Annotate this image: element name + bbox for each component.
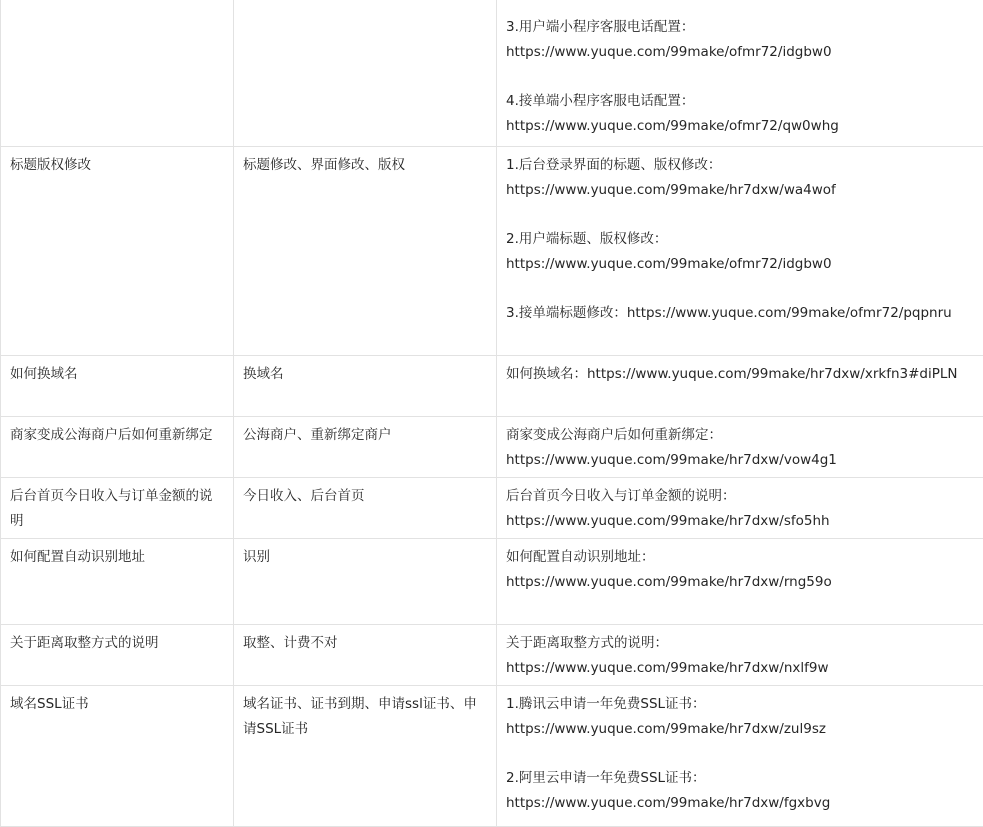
doc-entry bbox=[506, 227, 975, 277]
docs-cell bbox=[497, 625, 983, 686]
table-row bbox=[1, 478, 983, 539]
topic-cell bbox=[1, 0, 234, 147]
topic-text: 标题版权修改 bbox=[10, 153, 224, 178]
topic-text: 如何配置自动识别地址 bbox=[10, 545, 224, 570]
docs-cell bbox=[497, 478, 983, 539]
table-row bbox=[1, 417, 983, 478]
doc-entry bbox=[506, 362, 975, 387]
topic-text: 域名SSL证书 bbox=[10, 692, 224, 717]
doc-title: 关于距离取整方式的说明： bbox=[506, 631, 975, 656]
doc-link[interactable]: https://www.yuque.com/99make/hr7dxw/sfo5hh bbox=[506, 509, 975, 534]
doc-link[interactable]: https://www.yuque.com/99make/ofmr72/idgbw0 bbox=[506, 252, 975, 277]
doc-entry bbox=[506, 631, 975, 681]
doc-entry bbox=[506, 15, 975, 65]
keywords-text: 识别 bbox=[243, 545, 487, 570]
docs-cell bbox=[497, 539, 983, 625]
doc-title: 2.用户端标题、版权修改： bbox=[506, 227, 975, 252]
docs-cell bbox=[497, 147, 983, 356]
docs-cell bbox=[497, 0, 983, 147]
doc-title: 1.腾讯云申请一年免费SSL证书： bbox=[506, 692, 975, 717]
doc-title: 商家变成公海商户后如何重新绑定： bbox=[506, 423, 975, 448]
topic-cell bbox=[1, 417, 234, 478]
doc-entry bbox=[506, 766, 975, 816]
keywords-cell bbox=[234, 478, 497, 539]
docs-cell bbox=[497, 417, 983, 478]
topic-text: 后台首页今日收入与订单金额的说明 bbox=[10, 484, 224, 534]
doc-entry bbox=[506, 153, 975, 203]
table-row bbox=[1, 356, 983, 417]
doc-link[interactable]: 3.接单端标题修改：https://www.yuque.com/99make/ofmr72/pqpnru bbox=[506, 301, 975, 326]
doc-link[interactable]: https://www.yuque.com/99make/ofmr72/idgbw0 bbox=[506, 40, 975, 65]
doc-link[interactable]: https://www.yuque.com/99make/hr7dxw/rng59o bbox=[506, 570, 975, 595]
table-row bbox=[1, 147, 983, 356]
table-row bbox=[1, 625, 983, 686]
table-row bbox=[1, 539, 983, 625]
doc-title: 如何配置自动识别地址： bbox=[506, 545, 975, 570]
doc-entry bbox=[506, 484, 975, 534]
keywords-text: 公海商户、重新绑定商户 bbox=[243, 423, 487, 448]
doc-link[interactable]: https://www.yuque.com/99make/hr7dxw/nxlf9w bbox=[506, 656, 975, 681]
topic-text: 关于距离取整方式的说明 bbox=[10, 631, 224, 656]
keywords-cell bbox=[234, 0, 497, 147]
doc-entry bbox=[506, 89, 975, 139]
topic-cell bbox=[1, 625, 234, 686]
doc-title: 2.阿里云申请一年免费SSL证书： bbox=[506, 766, 975, 791]
docs-cell bbox=[497, 686, 983, 827]
keywords-text: 换域名 bbox=[243, 362, 487, 387]
topic-text: 如何换域名 bbox=[10, 362, 224, 387]
topic-cell bbox=[1, 686, 234, 827]
table-row bbox=[1, 686, 983, 827]
doc-title: 3.用户端小程序客服电话配置： bbox=[506, 15, 975, 40]
topic-cell bbox=[1, 539, 234, 625]
keywords-cell bbox=[234, 625, 497, 686]
doc-link[interactable]: https://www.yuque.com/99make/hr7dxw/wa4wof bbox=[506, 178, 975, 203]
doc-title: 4.接单端小程序客服电话配置： bbox=[506, 89, 975, 114]
topic-cell bbox=[1, 147, 234, 356]
keywords-cell bbox=[234, 539, 497, 625]
keywords-cell bbox=[234, 356, 497, 417]
doc-entry bbox=[506, 692, 975, 742]
topic-text: 商家变成公海商户后如何重新绑定 bbox=[10, 423, 224, 448]
keywords-text: 取整、计费不对 bbox=[243, 631, 487, 656]
doc-link[interactable]: https://www.yuque.com/99make/hr7dxw/zul9sz bbox=[506, 717, 975, 742]
doc-title: 后台首页今日收入与订单金额的说明： bbox=[506, 484, 975, 509]
keywords-text: 域名证书、证书到期、申请ssl证书、申请SSL证书 bbox=[243, 692, 487, 742]
keywords-text: 标题修改、界面修改、版权 bbox=[243, 153, 487, 178]
keywords-cell bbox=[234, 686, 497, 827]
table-row bbox=[1, 0, 983, 147]
doc-entry bbox=[506, 301, 975, 326]
keywords-cell bbox=[234, 147, 497, 356]
doc-link[interactable]: https://www.yuque.com/99make/ofmr72/qw0whg bbox=[506, 114, 975, 139]
topic-cell bbox=[1, 356, 234, 417]
topic-cell bbox=[1, 478, 234, 539]
keywords-text: 今日收入、后台首页 bbox=[243, 484, 487, 509]
doc-link[interactable]: https://www.yuque.com/99make/hr7dxw/fgxbvg bbox=[506, 791, 975, 816]
doc-link[interactable]: 如何换域名：https://www.yuque.com/99make/hr7dxw/xrkfn3#diPLN bbox=[506, 362, 975, 387]
doc-entry bbox=[506, 423, 975, 473]
doc-link[interactable]: https://www.yuque.com/99make/hr7dxw/vow4g1 bbox=[506, 448, 975, 473]
doc-entry bbox=[506, 545, 975, 595]
docs-cell bbox=[497, 356, 983, 417]
doc-title: 1.后台登录界面的标题、版权修改： bbox=[506, 153, 975, 178]
keywords-cell bbox=[234, 417, 497, 478]
